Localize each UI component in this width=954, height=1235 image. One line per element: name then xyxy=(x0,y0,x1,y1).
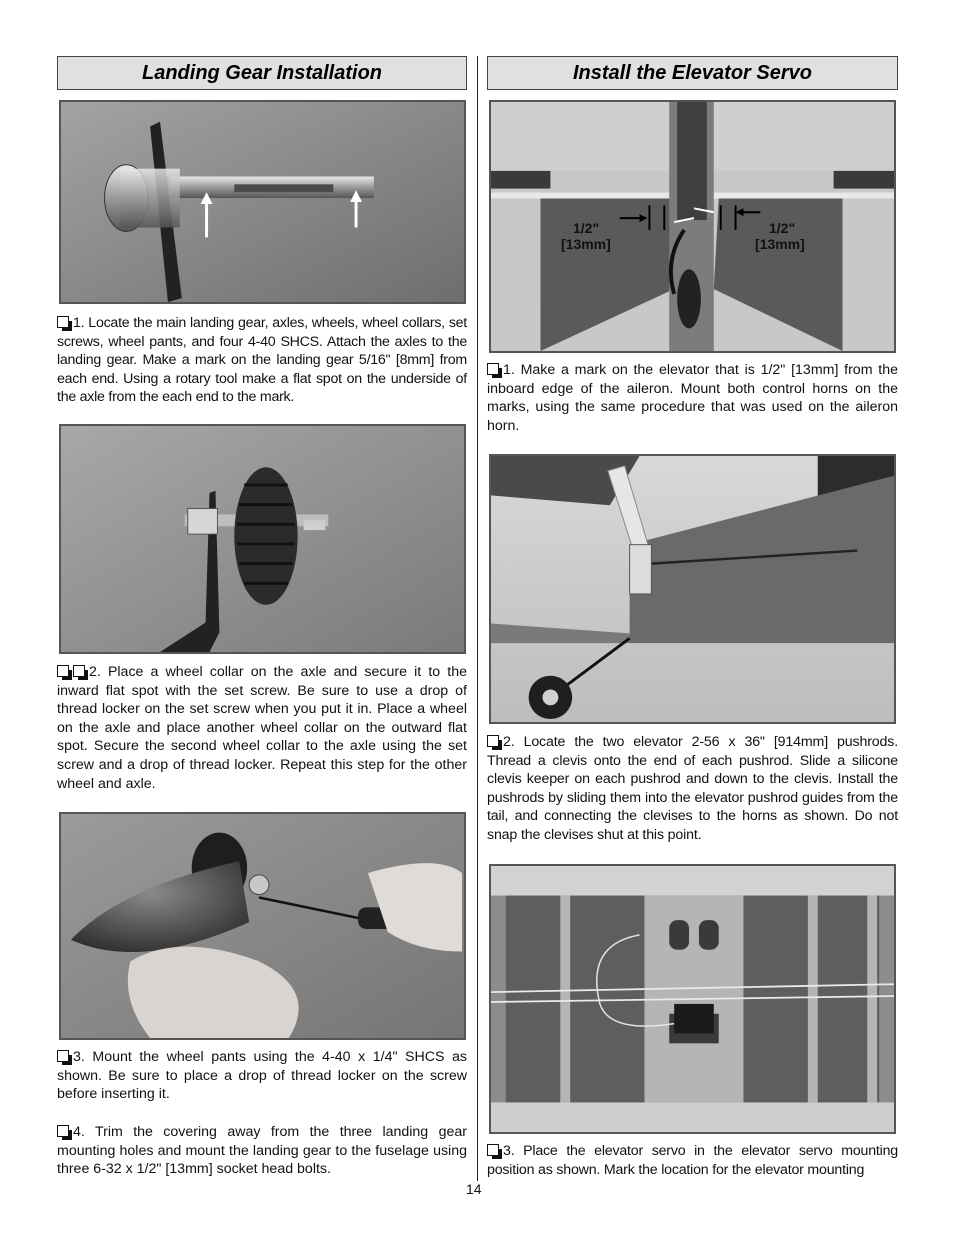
elevator-servo-heading: Install the Elevator Servo xyxy=(573,61,812,84)
checkbox-icon[interactable] xyxy=(487,1144,499,1156)
elevator-marks-photo xyxy=(489,100,896,353)
pushrod-photo xyxy=(489,454,896,724)
elevator-servo-column xyxy=(487,56,898,90)
checkbox-icon[interactable] xyxy=(73,665,85,677)
servo-bay-photo xyxy=(489,864,896,1134)
right-measure-inch: 1/2" xyxy=(769,220,796,236)
right-measure-mm: [13mm] xyxy=(755,236,805,252)
step-elevator-3: 3. Place the elevator servo in the elevator servo mounting position as shown. Mark the location for the elevator mounting xyxy=(487,1143,898,1178)
checkbox-icon[interactable] xyxy=(57,1050,69,1062)
wheel-photo xyxy=(59,424,466,654)
left-measure-mm: [13mm] xyxy=(561,236,611,252)
step-landing-2: 2. Place a wheel collar on the axle and secure it to the inward flat spot with the set screw. Be sure to use a drop of thread locker on the set screw when you put it in. Place a wheel on the axle and place another wheel collar on the outward flat spot. Secure the second wheel collar to the axle using the set screw and a drop of thread locker. Repeat this step for the other wheel and axle. xyxy=(57,664,467,792)
landing-gear-header xyxy=(57,56,467,90)
checkbox-icon[interactable] xyxy=(57,665,69,677)
checkbox-icon[interactable] xyxy=(487,735,499,747)
left-measure-inch: 1/2" xyxy=(573,220,600,236)
landing-gear-heading: Landing Gear Installation xyxy=(141,61,383,84)
wheel-pant-photo xyxy=(59,812,466,1040)
landing-gear-column xyxy=(57,56,467,90)
step-elevator-1: 1. Make a mark on the elevator that is 1/2" [13mm] from the inboard edge of the aileron. Mount both control horns on the marks, using the same procedure that was used on the aileron horn. xyxy=(487,362,898,434)
step-landing-4: 4. Trim the covering away from the three landing gear mounting holes and mount the landing gear to the fuselage using three 6-32 x 1/2" [13mm] socket head bolts. xyxy=(57,1124,467,1178)
checkbox-icon[interactable] xyxy=(487,363,499,375)
step-elevator-2: 2. Locate the two elevator 2-56 x 36" [914mm] pushrods. Thread a clevis onto the end of each pushrod. Slide a silicone clevis keeper on each pushrod and down to the clevis. Install the pushrods by sliding them into the elevator pushrod guides from the tail, and connecting the clevises to the horns as shown. Do not snap the clevises shut at this point. xyxy=(487,734,898,843)
checkbox-icon[interactable] xyxy=(57,316,69,328)
elevator-servo-header xyxy=(487,56,898,90)
step-landing-3: 3. Mount the wheel pants using the 4-40 x 1/4" SHCS as shown. Be sure to place a drop of thread locker on the screw before inserting it. xyxy=(57,1049,467,1103)
column-divider xyxy=(477,56,478,1181)
step-landing-1: 1. Locate the main landing gear, axles, wheels, wheel collars, set screws, wheel pants, and four 4-40 SHCS. Attach the axles to the landing gear. Make a mark on the landing gear 5/16" [8mm] from each end. Using a rotary tool make a flat spot on the underside of the axle from the each end to the mark. xyxy=(57,315,467,406)
checkbox-icon[interactable] xyxy=(57,1125,69,1137)
page-number: 14 xyxy=(466,1181,482,1197)
axle-photo xyxy=(59,100,466,304)
